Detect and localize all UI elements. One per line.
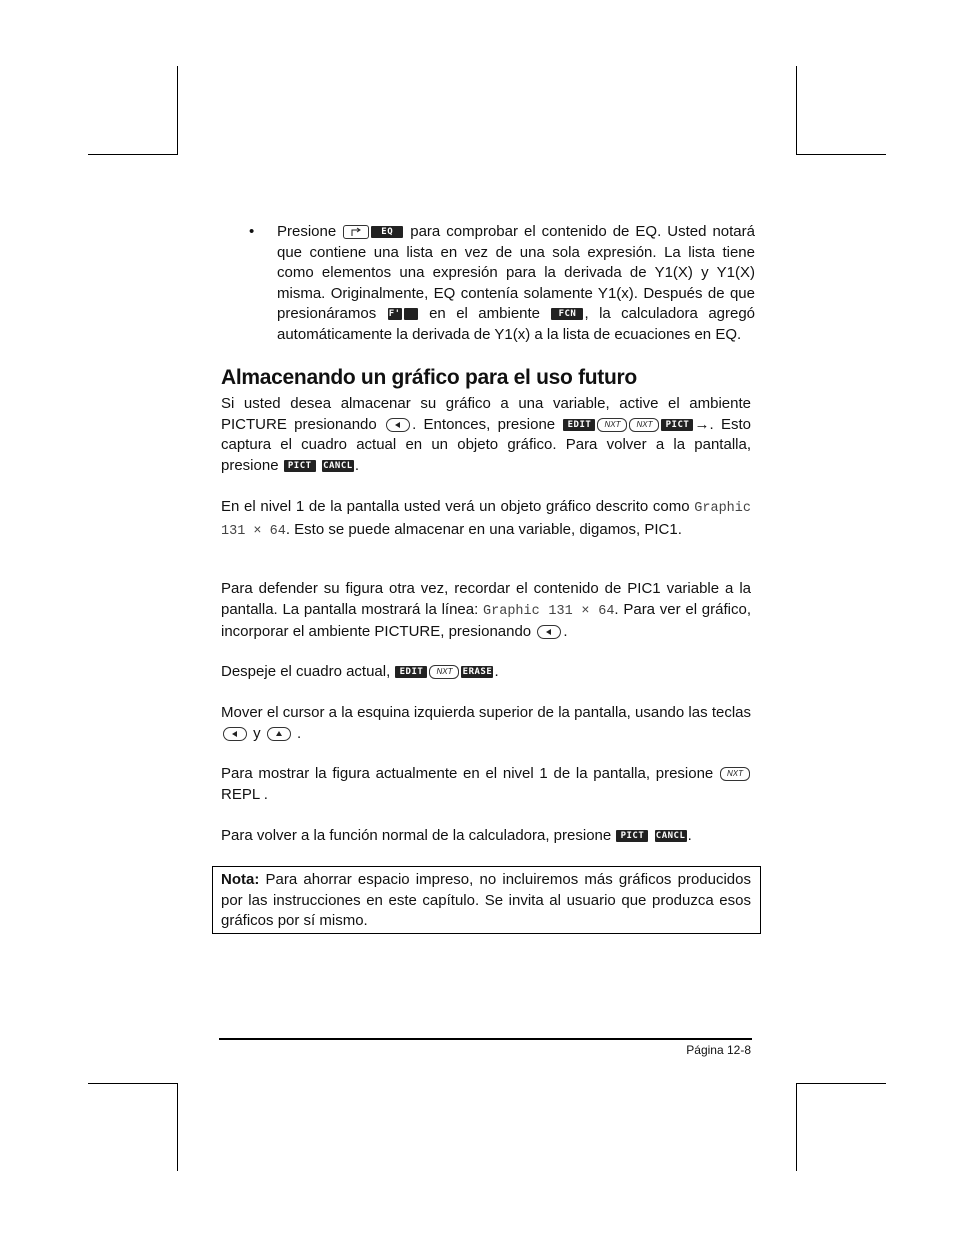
note-body: Para ahorrar espacio impreso, no incluiremos más gráficos producidos por las instrucciones en este capítulo. Se invita al usuario que produzca esos gráficos por sí mismo. bbox=[221, 871, 751, 929]
paragraph-3 bbox=[221, 579, 751, 643]
paragraph-5 bbox=[221, 703, 751, 744]
bullet-text-1: Presione bbox=[277, 223, 337, 240]
crop-mark-bottom-left-h bbox=[88, 1083, 178, 1084]
para5-text-2: y bbox=[253, 724, 261, 742]
up-arrow-key-icon bbox=[267, 727, 291, 741]
crop-mark-bottom-right-v bbox=[796, 1083, 797, 1171]
nxt-key: NXT bbox=[629, 418, 659, 432]
crop-mark-top-right-h bbox=[796, 154, 886, 155]
crop-mark-bottom-right-h bbox=[796, 1083, 886, 1084]
para1-text-4: . bbox=[354, 456, 360, 474]
para3-text-2: . Para ver el gráfico, incorporar el ambiente PICTURE, presionando bbox=[221, 600, 751, 640]
para2-text-1: En el nivel 1 de la pantalla usted verá un objeto gráfico descrito como bbox=[221, 498, 690, 515]
left-arrow-key-icon bbox=[537, 625, 561, 639]
softkey-blank bbox=[404, 308, 418, 320]
page-number: Página 12-8 bbox=[686, 1043, 751, 1057]
note-text bbox=[221, 870, 751, 932]
section-heading: Almacenando un gráfico para el uso futuro bbox=[221, 366, 637, 389]
para7-text-2: . bbox=[687, 827, 692, 844]
softkey-cancl: CANCL bbox=[323, 460, 353, 471]
bullet-text bbox=[277, 222, 755, 345]
softkey-cancl: CANCL bbox=[655, 831, 686, 842]
bullet-text-2: para comprobar el contenido de EQ. Usted notará que contiene una lista en vez de una sola expresión. La lista tiene como elementos una expresión para la derivada de Y1(X) y Y1(X) misma. Originalmente, EQ contenía solamente Y1(x). Después de que presionáramos bbox=[277, 223, 755, 322]
crop-mark-bottom-left-v bbox=[177, 1083, 178, 1171]
left-arrow-key-icon bbox=[386, 418, 410, 432]
softkey-fcn: FCN bbox=[551, 308, 583, 320]
para5-text-3: . bbox=[297, 724, 302, 742]
bullet-text-4: , la calculadora agregó automáticamente la derivada de Y1(x) a la lista de ecuaciones en EQ. bbox=[277, 305, 756, 343]
softkey-pict: PICT bbox=[661, 419, 693, 431]
note-box bbox=[212, 866, 761, 934]
para5-text-1: Mover el cursor a la esquina izquierda superior de la pantalla, usando las teclas bbox=[221, 704, 751, 721]
crop-mark-top-left-v bbox=[177, 66, 178, 154]
nxt-key: NXT bbox=[720, 767, 750, 781]
para4-text-1: Despeje el cuadro actual, bbox=[221, 663, 391, 680]
footer-rule bbox=[219, 1038, 752, 1040]
nxt-key: NXT bbox=[597, 418, 627, 432]
paragraph-2 bbox=[221, 497, 751, 542]
para3-text-1: Para defender su figura otra vez, recordar el contenido de PIC1 variable a la pantalla. La pantalla mostrará la línea: bbox=[221, 580, 751, 618]
para1-text-2: . Entonces, presione bbox=[412, 415, 556, 433]
right-arrow-glyph: → bbox=[694, 415, 710, 433]
crop-mark-top-right-v bbox=[796, 66, 797, 154]
softkey-edit: EDIT bbox=[563, 419, 595, 431]
para3-text-3: . bbox=[563, 623, 568, 640]
para6-text-2: REPL . bbox=[221, 785, 268, 803]
softkey-f1: F' bbox=[388, 309, 401, 320]
softkey-erase: ERASE bbox=[462, 667, 493, 678]
paragraph-7 bbox=[221, 826, 751, 847]
softkey-eq: EQ bbox=[371, 226, 403, 238]
para1-text-1: Si usted desea almacenar su gráfico a una variable, active el ambiente PICTURE presionando bbox=[221, 395, 751, 433]
nxt-key: NXT bbox=[429, 665, 459, 679]
paragraph-1 bbox=[221, 394, 751, 476]
right-shift-key-icon bbox=[343, 225, 369, 239]
bullet-item bbox=[249, 222, 755, 345]
paragraph-6 bbox=[221, 764, 751, 805]
para6-text-1: Para mostrar la figura actualmente en el nivel 1 de la pantalla, presione bbox=[221, 765, 714, 782]
softkey-edit: EDIT bbox=[395, 666, 427, 678]
softkey-pict: PICT bbox=[284, 460, 316, 472]
para7-text-1: Para volver a la función normal de la calculadora, presione bbox=[221, 827, 612, 844]
bullet-marker: • bbox=[249, 223, 255, 240]
crop-mark-top-left-h bbox=[88, 154, 178, 155]
para4-text-2: . bbox=[494, 663, 499, 680]
note-label: Nota: bbox=[221, 871, 260, 888]
graphic-code: Graphic 131 × 64 bbox=[483, 603, 615, 619]
para2-text-2: . Esto se puede almacenar en una variable, digamos, PIC1. bbox=[285, 520, 682, 538]
graphic-code: Graphic 131 × 64 bbox=[221, 501, 751, 539]
softkey-pict: PICT bbox=[616, 830, 648, 842]
para1-text-3: . Esto captura el cuadro actual en un objeto gráfico. Para volver a la pantalla, presione bbox=[221, 415, 751, 474]
paragraph-4 bbox=[221, 662, 751, 683]
bullet-text-3: en el ambiente bbox=[429, 305, 541, 322]
left-arrow-key-icon bbox=[223, 727, 247, 741]
